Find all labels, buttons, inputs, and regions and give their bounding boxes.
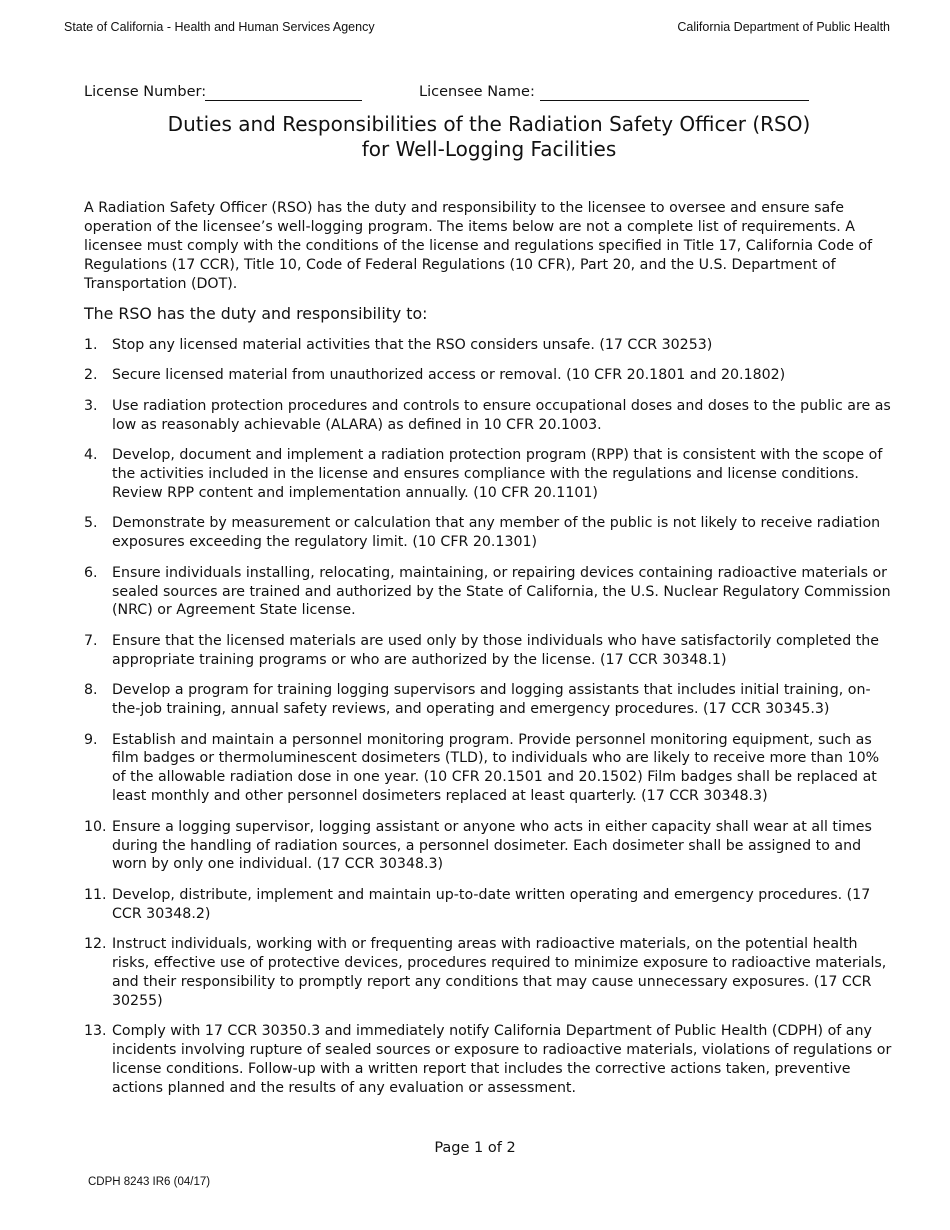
licensee-name-label: Licensee Name: [419,84,535,100]
department-header: California Department of Public Health [677,20,890,34]
document-title [84,112,894,162]
duty-text: Ensure a logging supervisor, logging assistant or anyone who acts in either capacity shall wear at all times during the handling of radiation sources, a personnel dosimeter. Each dosimeter shall be assigned to and worn by only one individual. (17 CCR 30348.3) [112,818,872,873]
duty-number: 10. [84,818,107,835]
duty-number: 11. [84,886,107,903]
duty-text: Establish and maintain a personnel monitoring program. Provide personnel monitoring equipment, such as film badges or thermoluminescent dosimeters (TLD), to individuals who are likely to receive more than 10% of the allowable radiation dose in one year. (10 CFR 20.1501 and 20.1502) Film badges shall be replaced at least monthly and other personnel dosimeters replaced at least quarterly. (17 CCR 30348.3) [112,731,880,805]
licensee-name-field[interactable] [540,100,809,101]
duty-text: Stop any licensed material activities that the RSO considers unsafe. (17 CCR 30253) [112,337,713,353]
duty-text: Instruct individuals, working with or frequenting areas with radioactive materials, on the potential health risks, effective use of protective devices, procedures required to minimize exposure to radioactive materials, and their responsibility to promptly report any conditions that may cause unnecessary exposures. (17 CCR 30255) [112,936,887,1009]
duty-item [84,731,896,807]
duty-text: Ensure individuals installing, relocating, maintaining, or repairing devices containing radioactive materials or sealed sources are trained and authorized by the State of California, the U.S. Nuclear Regulatory Commission (NRC) or Agreement State license. [112,564,891,619]
duty-item [84,818,896,875]
duty-item [84,514,896,552]
duty-number: 8. [84,682,98,699]
page-number: Page 1 of 2 [434,1140,516,1156]
title-line-2: for Well-Logging Facilities [361,137,617,161]
license-number-field[interactable] [205,100,362,101]
duty-item [84,366,896,385]
duty-item [84,886,896,924]
duty-item [84,1022,896,1098]
duty-text: Demonstrate by measurement or calculation that any member of the public is not likely to receive radiation exposures exceeding the regulatory limit. (10 CFR 20.1301) [112,515,881,551]
duty-text: Secure licensed material from unauthorized access or removal. (10 CFR 20.1801 and 20.1802) [112,367,786,384]
duty-number: 12. [84,936,107,953]
duty-text: Use radiation protection procedures and controls to ensure occupational doses and doses to the public are as low as reasonably achievable (ALARA) as defined in 10 CFR 20.1003. [112,397,891,433]
duty-item [84,632,896,670]
intro-paragraph: A Radiation Safety Officer (RSO) has the duty and responsibility to the licensee to oversee and ensure safe operation of the licensee’s well-logging program. The items below are not a complete list of requirements. A licensee must comply with the conditions of the license and regulations specified in Title 17, California Code of Regulations (17 CCR), Title 10, Code of Federal Regulations (10 CFR), Part 20, and the U.S. Department of Transportation (DOT). [84,200,873,292]
duty-number: 2. [84,367,98,384]
license-number-label: License Number: [84,84,207,100]
duty-number: 1. [84,337,98,353]
duty-number: 6. [84,564,98,581]
duty-item [84,935,896,1011]
duty-item [84,681,896,719]
duty-item [84,564,896,621]
duty-number: 3. [84,397,98,414]
duty-number: 4. [84,447,98,464]
duty-number: 7. [84,632,98,649]
duty-text: Develop, distribute, implement and maintain up-to-date written operating and emergency procedures. (17 CCR 30348.2) [112,886,871,922]
duty-item [84,446,896,503]
duty-text: Develop a program for training logging supervisors and logging assistants that includes initial training, on-the-job training, annual safety reviews, and operating and emergency procedures. (17 CCR 30345.3) [112,682,871,718]
title-line-1: Duties and Responsibilities of the Radiation Safety Officer (RSO) [167,112,811,136]
agency-header: State of California - Health and Human Services Agency [64,20,375,34]
duty-item [84,397,896,435]
duty-item [84,336,896,355]
duty-text: Comply with 17 CCR 30350.3 and immediately notify California Department of Public Health (CDPH) of any incidents involving rupture of sealed sources or exposure to radioactive materials, violations of regulations or license conditions. Follow-up with a written report that includes the corrective actions taken, preventive actions planned and the results of any evaluation or assessment. [112,1023,892,1096]
duty-number: 13. [84,1023,107,1040]
duties-lead: The RSO has the duty and responsibility to: [84,304,428,323]
duty-number: 5. [84,515,98,532]
duty-text: Ensure that the licensed materials are used only by those individuals who have satisfactorily completed the appropriate training programs or who are authorized by the license. (17 CCR 30348.1) [112,632,880,668]
duty-number: 9. [84,731,98,748]
duties-list [84,336,896,1109]
form-id: CDPH 8243 IR6 (04/17) [88,1176,211,1188]
duty-text: Develop, document and implement a radiation protection program (RPP) that is consistent with the scope of the activities included in the license and ensures compliance with the regulations and license conditions. Review RPP content and implementation annually. (10 CFR 20.1101) [112,447,883,501]
